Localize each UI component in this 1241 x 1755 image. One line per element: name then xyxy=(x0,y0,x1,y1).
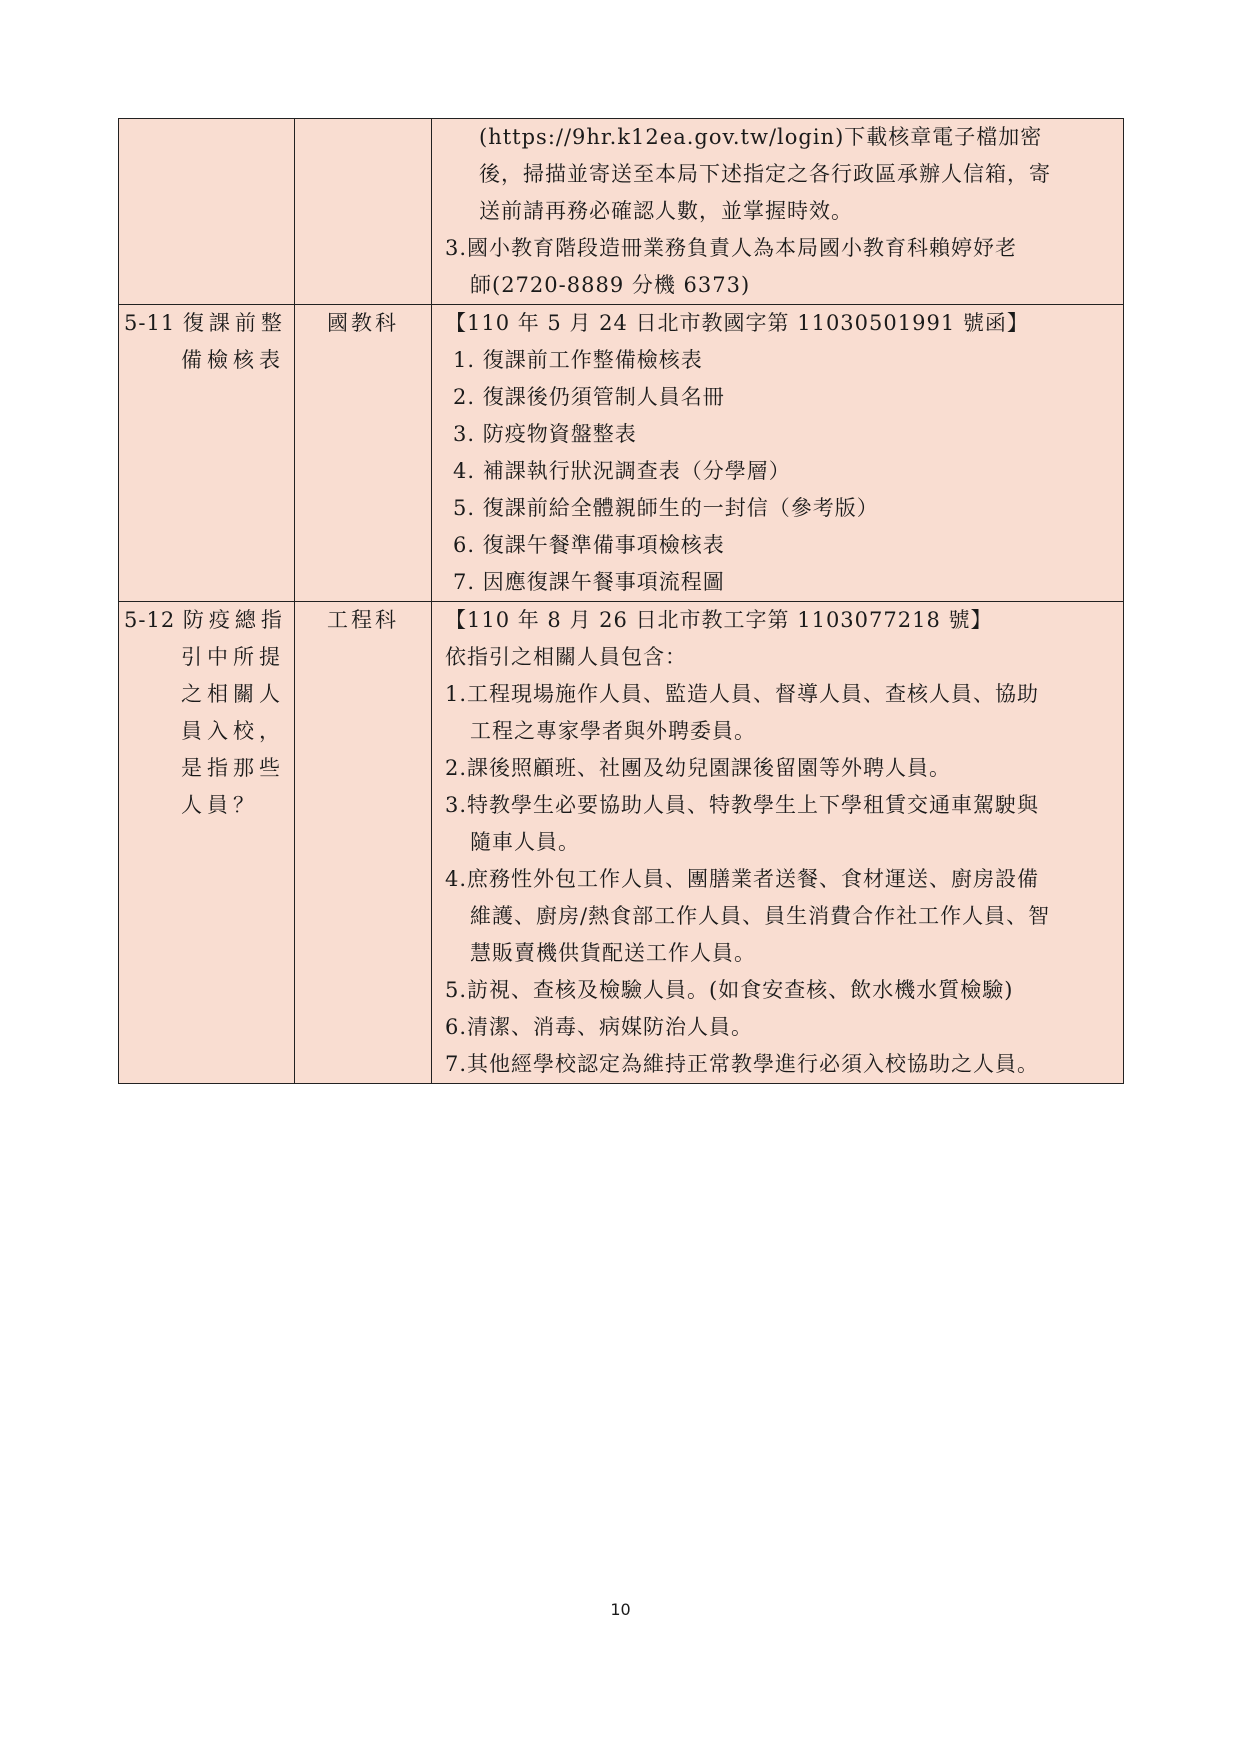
item-title: 復課前整 xyxy=(182,311,287,335)
item-cell xyxy=(119,305,295,602)
table-row xyxy=(119,119,1124,305)
content-cell xyxy=(432,119,1124,305)
content-line: (https://9hr.k12ea.gov.tw/login)下載核章電子檔加密 xyxy=(479,125,1043,149)
content-line: 6.清潔、消毒、病媒防治人員。 xyxy=(445,1015,754,1039)
page-number: 10 xyxy=(610,1600,631,1619)
content-line: 4. 補課執行狀況調查表（分學層） xyxy=(453,459,791,483)
content-line: 7. 因應復課午餐事項流程圖 xyxy=(453,570,725,594)
content-line: 隨車人員。 xyxy=(470,830,580,854)
item-title: 引中所提 xyxy=(181,645,285,669)
item-number: 5-11 xyxy=(124,311,176,335)
content-line: 1.工程現場施作人員、監造人員、督導人員、查核人員、協助 xyxy=(445,682,1040,706)
item-title: 人員？ xyxy=(181,793,259,817)
item-title: 防疫總指 xyxy=(182,608,287,632)
item-cell xyxy=(119,602,295,1084)
item-title: 之相關人 xyxy=(181,682,285,706)
content-cell xyxy=(432,305,1124,602)
dept-cell xyxy=(295,305,432,602)
content-line: 師(2720-8889 分機 6373) xyxy=(470,273,751,297)
content-line: 工程之專家學者與外聘委員。 xyxy=(470,719,756,743)
content-line: 依指引之相關人員包含： xyxy=(445,645,687,669)
item-title: 員入校， xyxy=(181,719,285,743)
content-line: 3.特教學生必要協助人員、特教學生上下學租賃交通車駕駛與 xyxy=(445,793,1040,817)
item-first-line xyxy=(119,305,294,342)
content-line: 後，掃描並寄送至本局下述指定之各行政區承辦人信箱，寄 xyxy=(479,162,1051,186)
content-cell xyxy=(432,602,1124,1084)
dept-cell xyxy=(295,119,432,305)
content-line: 慧販賣機供貨配送工作人員。 xyxy=(470,941,756,965)
content-line: 1. 復課前工作整備檢核表 xyxy=(453,348,703,372)
content-line: 7.其他經學校認定為維持正常教學進行必須入校協助之人員。 xyxy=(445,1052,1040,1076)
content-line: 3.國小教育階段造冊業務負責人為本局國小教育科賴婷妤老 xyxy=(445,236,1018,260)
content-line: 6. 復課午餐準備事項檢核表 xyxy=(453,533,725,557)
faq-table xyxy=(118,118,1124,1084)
reference-line: 【110 年 5 月 24 日北市教國字第 11030501991 號函】 xyxy=(445,311,1029,335)
item-title: 是指那些 xyxy=(181,756,285,780)
dept-label: 國教科 xyxy=(327,311,399,335)
content-line: 2. 復課後仍須管制人員名冊 xyxy=(453,385,725,409)
content-line: 維護、廚房/熱食部工作人員、員生消費合作社工作人員、智 xyxy=(470,904,1051,928)
dept-label: 工程科 xyxy=(327,608,399,632)
table-row xyxy=(119,305,1124,602)
content-line: 2.課後照顧班、社團及幼兒園課後留園等外聘人員。 xyxy=(445,756,952,780)
item-number: 5-12 xyxy=(124,608,176,632)
table-row xyxy=(119,602,1124,1084)
content-line: 5. 復課前給全體親師生的一封信（參考版） xyxy=(453,496,879,520)
dept-cell xyxy=(295,602,432,1084)
item-first-line xyxy=(119,602,294,639)
content-line: 4.庶務性外包工作人員、團膳業者送餐、食材運送、廚房設備 xyxy=(445,867,1040,891)
content-line: 3. 防疫物資盤整表 xyxy=(453,422,637,446)
item-title: 備檢核表 xyxy=(181,348,285,372)
content-line: 5.訪視、查核及檢驗人員。(如食安查核、飲水機水質檢驗) xyxy=(445,978,1014,1002)
content-line: 送前請再務必確認人數，並掌握時效。 xyxy=(479,199,853,223)
reference-line: 【110 年 8 月 26 日北市教工字第 1103077218 號】 xyxy=(445,608,993,632)
item-cell xyxy=(119,119,295,305)
